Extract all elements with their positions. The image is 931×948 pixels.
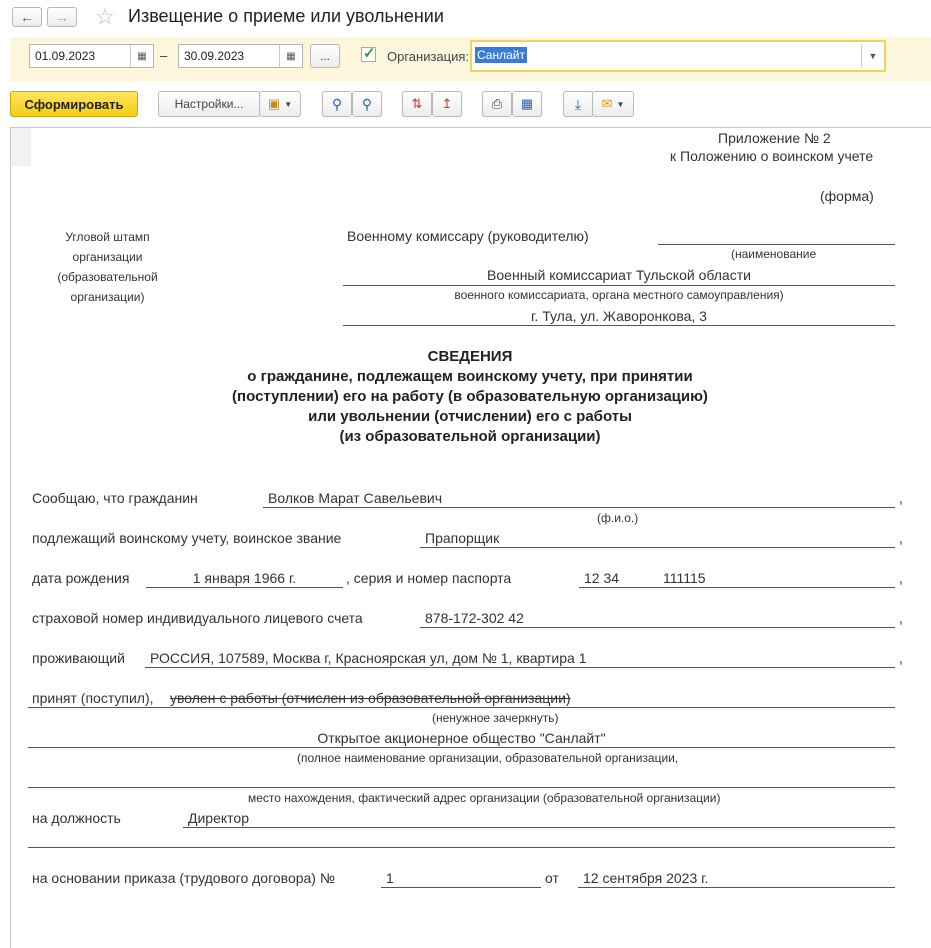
living-label: проживающий: [32, 650, 125, 666]
chevron-down-icon: ▼: [284, 99, 293, 109]
document-gutter: [11, 128, 31, 166]
print-button[interactable]: [482, 91, 512, 117]
find-button[interactable]: [322, 91, 352, 117]
period-select-button[interactable]: ...: [310, 44, 340, 68]
underline: [420, 627, 895, 628]
org-label: Организация:: [387, 49, 470, 64]
report-label: Сообщаю, что гражданин: [32, 490, 198, 506]
living-value: РОССИЯ, 107589, Москва г, Красноярская ул, дом № 1, квартира 1: [150, 650, 587, 666]
checkmark-icon: ✓: [363, 45, 376, 62]
stamp-line-4: организации): [70, 290, 145, 304]
heading-line-4: или увольнении (отчислении) его с работы: [308, 408, 632, 425]
org-checkbox[interactable]: [361, 47, 376, 62]
org-full-name: Открытое акционерное общество "Санлайт": [317, 730, 606, 746]
save-button[interactable]: [563, 91, 593, 117]
forward-button[interactable]: [47, 7, 77, 27]
comma: ,: [899, 530, 903, 546]
collapse-groups-button[interactable]: [432, 91, 462, 117]
chevron-down-icon: ▼: [616, 99, 625, 109]
passport-label: , серия и номер паспорта: [346, 570, 512, 586]
settings-button[interactable]: Настройки...: [158, 91, 260, 117]
underline: [183, 827, 895, 828]
appendix-number: Приложение № 2: [718, 130, 831, 146]
order-number: 1: [386, 870, 394, 886]
stamp-line-2: организации: [72, 250, 143, 264]
arrow-right-icon: →: [55, 9, 69, 25]
date-separator: –: [160, 48, 168, 63]
snils-value: 878-172-302 42: [425, 610, 524, 626]
underline: [28, 707, 895, 708]
search-icon: ⚲: [331, 95, 343, 112]
underline: [263, 507, 895, 508]
fio-caption: (ф.и.о.): [597, 511, 639, 525]
underline: [28, 787, 895, 788]
org-addr-caption: место нахождения, фактический адрес организации (образовательной организации): [248, 791, 721, 805]
rank-label: подлежащий воинскому учету, воинское звание: [32, 530, 342, 546]
form-label: (форма): [820, 188, 874, 204]
position-value: Директор: [188, 810, 249, 826]
expand-icon: ⇅: [411, 96, 423, 111]
underline: [658, 244, 895, 245]
stamp-line-3: (образовательной: [57, 270, 158, 284]
from-label: от: [545, 870, 559, 886]
find-next-button[interactable]: [352, 91, 382, 117]
order-label: на основании приказа (трудового договора) №: [32, 870, 335, 886]
org-full-caption: (полное наименование организации, образовательной организации,: [297, 751, 679, 765]
birth-label: дата рождения: [32, 570, 130, 586]
fio-value: Волков Марат Савельевич: [268, 490, 443, 506]
variant-button[interactable]: [259, 91, 301, 117]
commissariat-name: Военный комиссариат Тульской области: [487, 267, 751, 283]
accepted-label: принят (поступил),: [32, 690, 154, 706]
print-preview-icon: ▦: [520, 96, 534, 111]
passport-series: 12 34: [584, 570, 620, 586]
dismissed-text: уволен с работы (отчислен из образовательной организации): [170, 690, 571, 706]
report-variant-icon: ▣: [267, 96, 281, 111]
arrow-left-icon: ←: [20, 9, 34, 25]
calendar-icon[interactable]: ▦: [130, 45, 153, 67]
date-from-input[interactable]: [29, 44, 154, 68]
underline: [381, 887, 541, 888]
underline: [146, 587, 343, 588]
stamp-line-1: Угловой штамп: [65, 230, 150, 244]
to-commissar-label: Военному комиссару (руководителю): [347, 228, 589, 244]
heading-line-1: СВЕДЕНИЯ: [427, 348, 513, 365]
download-icon: ⤓: [574, 95, 582, 112]
birth-value: 1 января 1966 г.: [192, 570, 297, 586]
date-to-input[interactable]: [178, 44, 303, 68]
snils-label: страховой номер индивидуального лицевого счета: [32, 610, 363, 626]
underline: [343, 325, 895, 326]
underline: [579, 587, 895, 588]
underline: [578, 887, 895, 888]
commissariat-address: г. Тула, ул. Жаворонкова, 3: [531, 308, 707, 324]
underline: [28, 747, 895, 748]
appendix-caption: к Положению о воинском учете: [670, 148, 874, 164]
passport-number: 111115: [663, 570, 706, 586]
underline: [343, 285, 895, 286]
comma: ,: [899, 490, 903, 506]
favorite-star-icon[interactable]: ☆: [95, 4, 115, 29]
commissariat-caption: военного комиссариата, органа местного самоуправления): [454, 288, 784, 302]
heading-line-5: (из образовательной организации): [339, 428, 601, 445]
search-next-icon: ⚲: [361, 95, 373, 112]
printer-icon: ⎙: [491, 96, 503, 111]
preview-button[interactable]: [512, 91, 542, 117]
send-button[interactable]: [592, 91, 634, 117]
comma: ,: [899, 610, 903, 626]
envelope-icon: ✉: [601, 96, 613, 111]
rank-value: Прапорщик: [425, 530, 500, 546]
heading-line-3: (поступлении) его на работу (в образовательную организацию): [232, 388, 708, 405]
expand-groups-button[interactable]: [402, 91, 432, 117]
generate-button[interactable]: Сформировать: [10, 91, 138, 117]
date-to-value: 30.09.2023: [184, 49, 245, 63]
order-date: 12 сентября 2023 г.: [583, 870, 709, 886]
date-from-value: 01.09.2023: [35, 49, 96, 63]
collapse-icon: ↥: [441, 96, 453, 111]
org-value: Санлайт: [477, 48, 525, 62]
position-label: на должность: [32, 810, 121, 826]
comma: ,: [899, 650, 903, 666]
underline: [145, 667, 895, 668]
window-title: Извещение о приеме или увольнении: [128, 6, 444, 26]
underline: [28, 847, 895, 848]
heading-line-2: о гражданине, подлежащем воинскому учету, при принятии: [247, 368, 693, 385]
chevron-down-icon[interactable]: ▼: [861, 44, 884, 68]
comma: ,: [899, 570, 903, 586]
back-button[interactable]: [12, 7, 42, 27]
underline: [420, 547, 895, 548]
naim-caption: (наименование: [731, 247, 817, 261]
org-input[interactable]: [470, 40, 886, 72]
calendar-icon[interactable]: ▦: [279, 45, 302, 67]
strike-caption: (ненужное зачеркнуть): [432, 711, 559, 725]
